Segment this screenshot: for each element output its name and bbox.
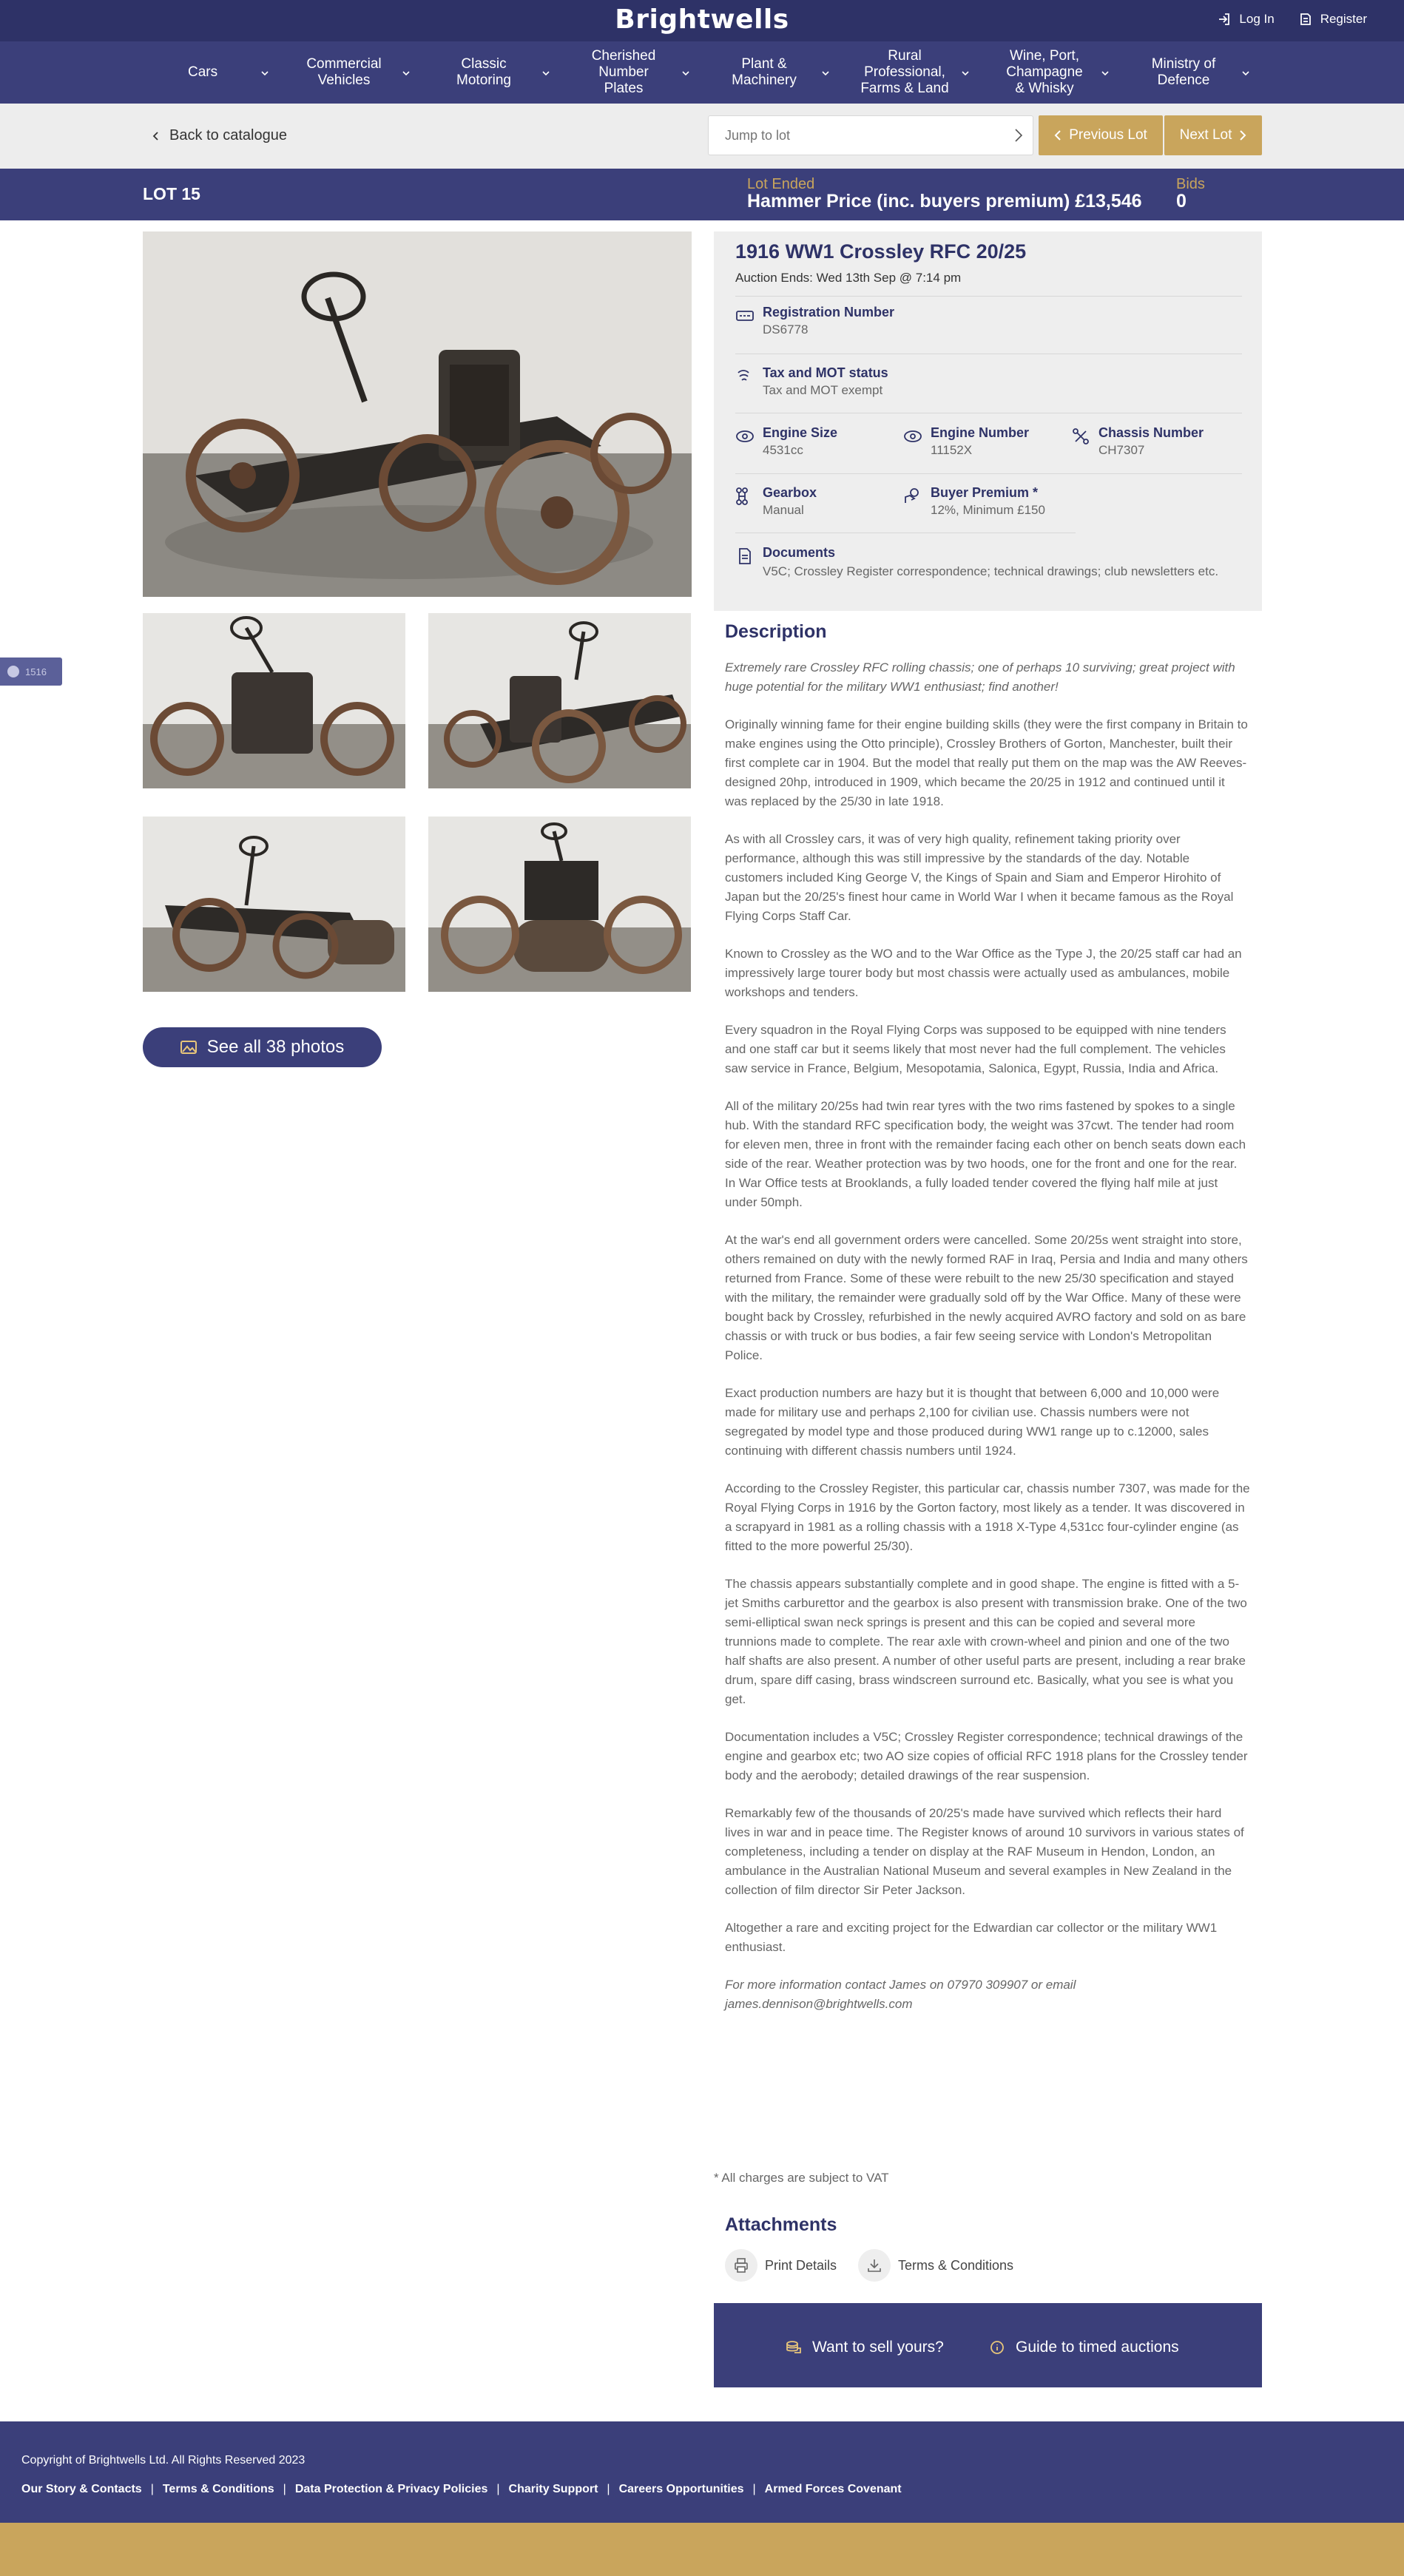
footer-link-data-protection[interactable]: Data Protection & Privacy Policies [294, 2483, 488, 2495]
spec-label: Engine Number [931, 425, 1030, 440]
back-to-catalogue-link[interactable] [152, 127, 287, 144]
chevron-down-icon [402, 69, 411, 78]
description-paragraph: Originally winning fame for their engine building skills (they were the first company in Britain to make engines using the Otto principle), Crossley Brothers of Gorton, Manchester, built their first complete car in 1904. But the model that really put them on the map was the AW Reeves-designed 20hp, introduced in 1909, which became the 20/25 in 1912 and continued until it was replaced by the 25/30 in late 1918. [725, 717, 1248, 808]
description-paragraph: At the war's end all government orders were cancelled. Some 20/25s went straight into store, others remained on duty with the newly formed RAF in Iraq, Persia and India and many others returned from France. Some of these were rebuilt to the new 25/30 specification and stayed with the military, the remainder were gradually sold off by the War Office. Many of these were bought back by Crossley, refurbished in the newly acquired AVRO factory and sold on as bare chassis or with truck or bus bodies, a fair few seeing service with London's Metropolitan Police. [725, 1233, 1248, 1362]
chassis-icon [1071, 427, 1090, 446]
chevron-right-icon [1239, 129, 1246, 141]
spec-label: Tax and MOT status [763, 365, 888, 380]
divider [735, 473, 1242, 474]
description-paragraph: Documentation includes a V5C; Crossley Register correspondence; technical drawings of the engine and gearbox etc; two AO size copies of official RFC 1918 plans for the Crossley tender body and the aerobody; detailed drawings of the rear suspension. [725, 1730, 1248, 1782]
coins-icon [786, 2339, 802, 2356]
document-icon [735, 547, 755, 566]
chevron-down-icon [260, 69, 269, 78]
chevron-down-icon [1101, 69, 1110, 78]
chevron-down-icon [541, 69, 550, 78]
nav-item-cherished-number-plates[interactable] [587, 41, 661, 104]
engine-icon [735, 427, 755, 446]
photo-icon [180, 1041, 197, 1054]
lot-status: Lot Ended [747, 176, 815, 192]
spec-label: Registration Number [763, 305, 895, 320]
separator: | [150, 2483, 154, 2495]
download-icon [858, 2249, 891, 2282]
hand-coin-icon [903, 487, 922, 506]
copyright: Copyright of Brightwells Ltd. All Rights Reserved 2023 [21, 2454, 306, 2467]
bids-label: Bids [1176, 176, 1205, 192]
nav-item-classic-motoring[interactable] [447, 41, 521, 104]
nav-label: Rural Professional, Farms & Land [860, 48, 949, 96]
chevron-right-icon[interactable] [1013, 127, 1024, 143]
thumbnail-photo[interactable] [428, 613, 691, 788]
lot-number: LOT 15 [143, 184, 200, 203]
nav-item-commercial-vehicles[interactable] [300, 41, 388, 104]
login-icon [1217, 12, 1232, 27]
nav-item-wine-port[interactable] [1003, 41, 1086, 104]
terms-conditions-link[interactable] [858, 2249, 1013, 2282]
circle-icon [7, 666, 19, 677]
back-label: Back to catalogue [169, 127, 287, 143]
spec-label: Buyer Premium * [931, 485, 1039, 500]
gearbox-icon [735, 487, 755, 506]
chevron-down-icon [961, 69, 970, 78]
nav-label: Commercial Vehicles [306, 56, 382, 88]
nav-label: Cars [188, 64, 218, 80]
chevron-down-icon [821, 69, 830, 78]
guide-label: Guide to timed auctions [1016, 2339, 1179, 2356]
login-label: Log In [1239, 12, 1275, 26]
nav-item-ministry-of-defence[interactable] [1147, 41, 1221, 104]
side-widget-tab[interactable] [0, 657, 62, 686]
nav-item-rural-professional[interactable] [858, 41, 951, 104]
lot-title: 1916 WW1 Crossley RFC 20/25 [735, 240, 1027, 263]
guide-to-timed-auctions-link[interactable] [989, 2339, 1179, 2356]
next-lot-button[interactable] [1164, 115, 1262, 155]
description-paragraph: Every squadron in the Royal Flying Corps was supposed to be equipped with nine tenders and one staff car but it seems likely that most never had the full complement. The vehicles saw service in France, Belgium, Mesopotamia, Salonica, Egypt, Russia, India and Africa. [725, 1023, 1226, 1075]
footer-band [0, 2523, 1404, 2576]
description-body [725, 658, 1250, 2032]
separator: | [752, 2483, 756, 2495]
chevron-left-icon [152, 131, 159, 141]
attachments-heading: Attachments [725, 2214, 837, 2235]
side-widget-label: 1516 [25, 666, 47, 677]
brand-logo[interactable]: Brightwells [615, 4, 789, 35]
footer-link-careers[interactable]: Careers Opportunities [618, 2483, 744, 2495]
account-links [1217, 12, 1367, 27]
spec-value: DS6778 [763, 322, 809, 337]
description-intro: Extremely rare Crossley RFC rolling chassis; one of perhaps 10 surviving; great project with huge potential for the military WW1 enthusiast; find another! [725, 660, 1235, 694]
footer-link-charity[interactable]: Charity Support [508, 2483, 598, 2495]
description-paragraph: Remarkably few of the thousands of 20/25's made have survived which reflects their hard lives in war and in peace time. The Register knows of around 10 survivors in various states of completeness, including a tender on display at the RAF Museum in Hendon, London, an ambulance in the Australian National Museum and several examples in New Zealand in the collection of film director Sir Peter Jackson. [725, 1806, 1244, 1897]
nav-item-cars[interactable] [188, 41, 217, 104]
separator: | [496, 2483, 500, 2495]
separator: | [607, 2483, 610, 2495]
spec-label: Chassis Number [1098, 425, 1204, 440]
next-lot-label: Next Lot [1179, 127, 1232, 143]
spec-label: Documents [763, 545, 836, 560]
previous-lot-button[interactable] [1039, 115, 1163, 155]
jump-to-lot-input[interactable] [708, 115, 1033, 155]
printer-icon [725, 2249, 757, 2282]
description-heading: Description [725, 621, 827, 642]
description-contact: For more information contact James on 07970 309907 or email james.dennison@brightwells.com [725, 1978, 1076, 2011]
description-paragraph: Known to Crossley as the WO and to the War Office as the Type J, the 20/25 staff car had an impressively large tourer body but most chassis were actually used as ambulances, mobile workshops and tenders. [725, 947, 1242, 999]
nav-label: Wine, Port, Champagne & Whisky [1006, 48, 1083, 96]
register-link[interactable] [1298, 12, 1367, 27]
previous-lot-label: Previous Lot [1069, 127, 1147, 143]
footer-link-our-story[interactable]: Our Story & Contacts [21, 2483, 142, 2495]
spec-value: 11152X [931, 443, 973, 457]
register-label: Register [1320, 12, 1367, 26]
info-icon [989, 2339, 1005, 2356]
spec-value: V5C; Crossley Register correspondence; technical drawings; club newsletters etc. [763, 564, 1219, 578]
description-paragraph: According to the Crossley Register, this particular car, chassis number 7307, was made for the Royal Flying Corps in 1916 by the Gorton factory, most likely as a tender. It was discovered in a scrapyard in 1981 as a rolling chassis with a 1918 X-Type 4,531cc four-cylinder engine (as fitted to the more powerful 25/30). [725, 1481, 1250, 1553]
nav-label: Cherished Number Plates [591, 48, 656, 96]
print-details-label: Print Details [765, 2257, 837, 2273]
footer [0, 2421, 1404, 2523]
spec-value: Manual [763, 503, 804, 517]
thumbnail-photo[interactable] [143, 817, 405, 992]
print-details-link[interactable] [725, 2249, 837, 2282]
terms-conditions-label: Terms & Conditions [898, 2257, 1014, 2273]
see-all-photos-button[interactable] [143, 1027, 382, 1067]
auction-ends: Auction Ends: Wed 13th Sep @ 7:14 pm [735, 271, 962, 285]
chevron-left-icon [1054, 129, 1062, 141]
description-paragraph: All of the military 20/25s had twin rear tyres with the two rims fastened by spokes to a single hub. With the standard RFC specification body, the weight was 37cwt. The tender had room for eleven men, three in front with the remainder facing each other on bench seats down each side of the rear. Weather protection was by two hoods, one for the front and one for the rear. In War Office tests at Brooklands, a fully loaded tender covered the flying half mile at just under 50mph. [725, 1099, 1246, 1209]
spec-label: Gearbox [763, 485, 817, 500]
main-photo[interactable] [143, 231, 692, 597]
description-paragraph: Altogether a rare and exciting project for the Edwardian car collector or the military WW1 enthusiast. [725, 1921, 1218, 1954]
nav-label: Plant & Machinery [732, 56, 797, 88]
spec-value: 12%, Minimum £150 [931, 503, 1045, 517]
tax-icon [735, 367, 755, 386]
thumbnail-photo[interactable] [143, 613, 405, 788]
thumbnail-photo[interactable] [428, 817, 691, 992]
description-paragraph: As with all Crossley cars, it was of very high quality, refinement taking priority over performance, although this was still impressive by the standards of the day. Notable customers included King George V, the Kings of Spain and Siam and Emperor Hirohito of Japan but the 20/25's finest hour came in World War I when it became famous as the Royal Flying Corps Staff Car. [725, 832, 1234, 923]
nav-label: Ministry of Defence [1151, 56, 1216, 88]
spec-value: Tax and MOT exempt [763, 383, 883, 397]
footer-link-armed-forces[interactable]: Armed Forces Covenant [764, 2483, 902, 2495]
registration-plate-icon [735, 306, 755, 325]
want-to-sell-link[interactable] [786, 2339, 944, 2356]
description-paragraph: Exact production numbers are hazy but it is thought that between 6,000 and 10,000 were made for military use and perhaps 2,100 for civilian use. Chassis numbers were not segregated by model type and those produced during WW1 range up to c.12000, sales continuing with different chassis numbers until 1924. [725, 1386, 1220, 1458]
bids-count: 0 [1176, 191, 1187, 212]
engine-icon [903, 427, 922, 446]
nav-label: Classic Motoring [456, 56, 511, 88]
see-all-label: See all 38 photos [206, 1037, 345, 1057]
divider [735, 296, 1242, 297]
footer-link-terms[interactable]: Terms & Conditions [162, 2483, 274, 2495]
register-icon [1298, 12, 1313, 27]
chevron-down-icon [1241, 69, 1250, 78]
spec-value: CH7307 [1098, 443, 1145, 457]
want-to-sell-label: Want to sell yours? [812, 2339, 944, 2356]
nav-item-plant-machinery[interactable] [727, 41, 801, 104]
spec-value: 4531cc [763, 443, 803, 457]
hammer-price: Hammer Price (inc. buyers premium) £13,546 [747, 191, 1142, 212]
separator: | [283, 2483, 286, 2495]
description-paragraph: The chassis appears substantially complete and in good shape. The engine is fitted with a 5-jet Smiths carburettor and the gearbox is also present with transmission brake. One of the two semi-elliptical swan neck springs is present and this can be copied and several more trunnions made to complete. The rear axle with crown-wheel and pinion and one of the two half shafts are also present. A number of other useful parts are present, including a rear brake drum, spare diff casing, brass windscreen surround etc. Basically, what you see is what you get. [725, 1577, 1247, 1706]
spec-label: Engine Size [763, 425, 838, 440]
chevron-down-icon [681, 69, 690, 78]
footer-links [21, 2483, 902, 2496]
login-link[interactable] [1217, 12, 1274, 27]
vat-note: * All charges are subject to VAT [714, 2171, 889, 2185]
